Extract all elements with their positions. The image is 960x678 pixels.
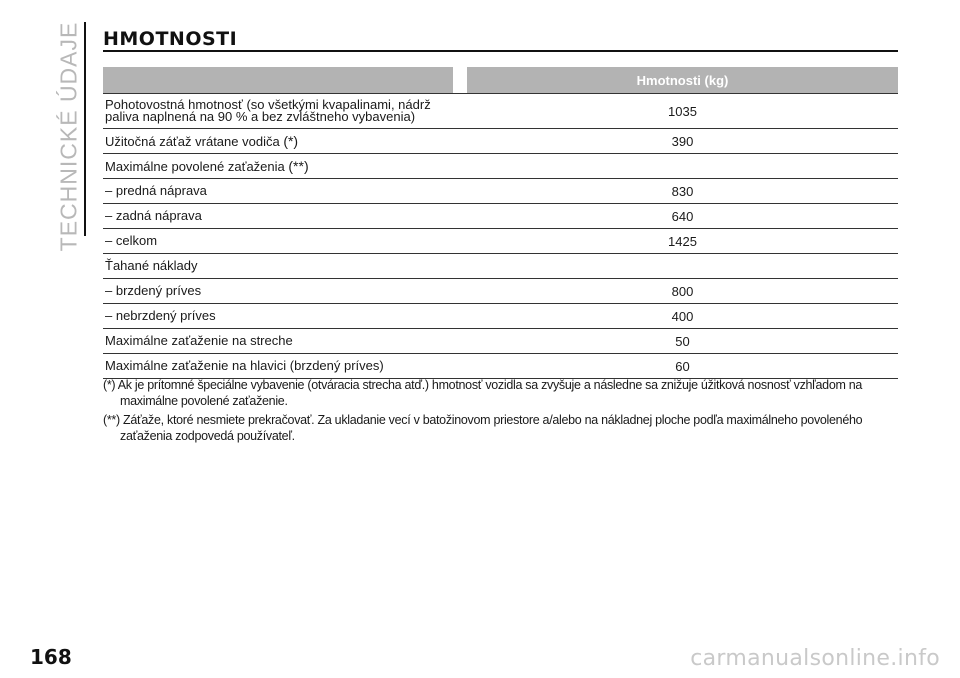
row-label: Maximálne zaťaženie na streche (105, 333, 293, 348)
row-label-wrap (103, 157, 467, 174)
table-row (103, 93, 898, 129)
weights-table (103, 67, 898, 379)
row-label: Užitočná záťaž vrátane vodiča (105, 133, 280, 149)
table-row (103, 229, 898, 254)
side-divider (84, 22, 86, 236)
footnote-mark: (*) (283, 132, 299, 149)
footnote-mark: (**) (288, 157, 309, 174)
row-label: Pohotovostná hmotnosť (so všetkými kvapalinami, nádrž paliva naplnená na 90 % a bez zvláštneho vybavenia) (105, 97, 431, 124)
row-label: Maximálne zaťaženie na hlavici (brzdený príves) (105, 358, 384, 373)
row-value: 390 (671, 133, 694, 149)
row-value: 50 (675, 333, 690, 349)
row-value: 800 (671, 283, 694, 299)
table-row (103, 204, 898, 229)
footnote: (*) Ak je prítomné špeciálne vybavenie (otváracia strecha atď.) hmotnosť vozidla sa zvyšuje a následne sa znižuje úžitková nosnosť vzhľadom na maximálne povolené zaťaženie. (103, 378, 863, 408)
row-value: 640 (671, 208, 694, 224)
section-tab (54, 21, 84, 251)
header-cell-label (103, 67, 453, 93)
row-label: Ťahané náklady (105, 258, 198, 273)
table-row (103, 154, 898, 179)
row-value: 1425 (668, 233, 697, 249)
row-label: – zadná náprava (105, 208, 202, 223)
row-label: Maximálne povolené zaťaženia (105, 158, 285, 174)
table-row (103, 129, 898, 154)
table-row (103, 304, 898, 329)
row-label-wrap (103, 132, 467, 149)
row-value: 60 (675, 358, 690, 374)
row-label: – predná náprava (105, 183, 207, 198)
row-value: 830 (671, 183, 694, 199)
page-title: HMOTNOSTI (103, 28, 238, 50)
table-header (103, 67, 898, 93)
row-label: – brzdený príves (105, 283, 202, 298)
table-row (103, 254, 898, 279)
table-row (103, 179, 898, 204)
header-cell-weights: Hmotnosti (kg) (467, 67, 898, 93)
row-value: 1035 (668, 103, 697, 119)
page-number: 168 (30, 645, 72, 669)
title-divider (103, 50, 898, 52)
section-tab-label: TECHNICKÉ ÚDAJE (55, 21, 82, 251)
row-value: 400 (671, 308, 694, 324)
row-label: – nebrzdený príves (105, 308, 216, 323)
footnote: (**) Záťaže, ktoré nesmiete prekračovať. Za ukladanie vecí v batožinovom priestore a/alebo na nákladnej ploche podľa maximálneho povoleného zaťaženia zodpovedá používateľ. (103, 413, 863, 443)
row-label: – celkom (105, 233, 158, 248)
table-row (103, 279, 898, 304)
table-row (103, 354, 898, 379)
table-row (103, 329, 898, 354)
watermark: carmanualsonline.info (690, 646, 940, 671)
footnotes (103, 377, 893, 447)
